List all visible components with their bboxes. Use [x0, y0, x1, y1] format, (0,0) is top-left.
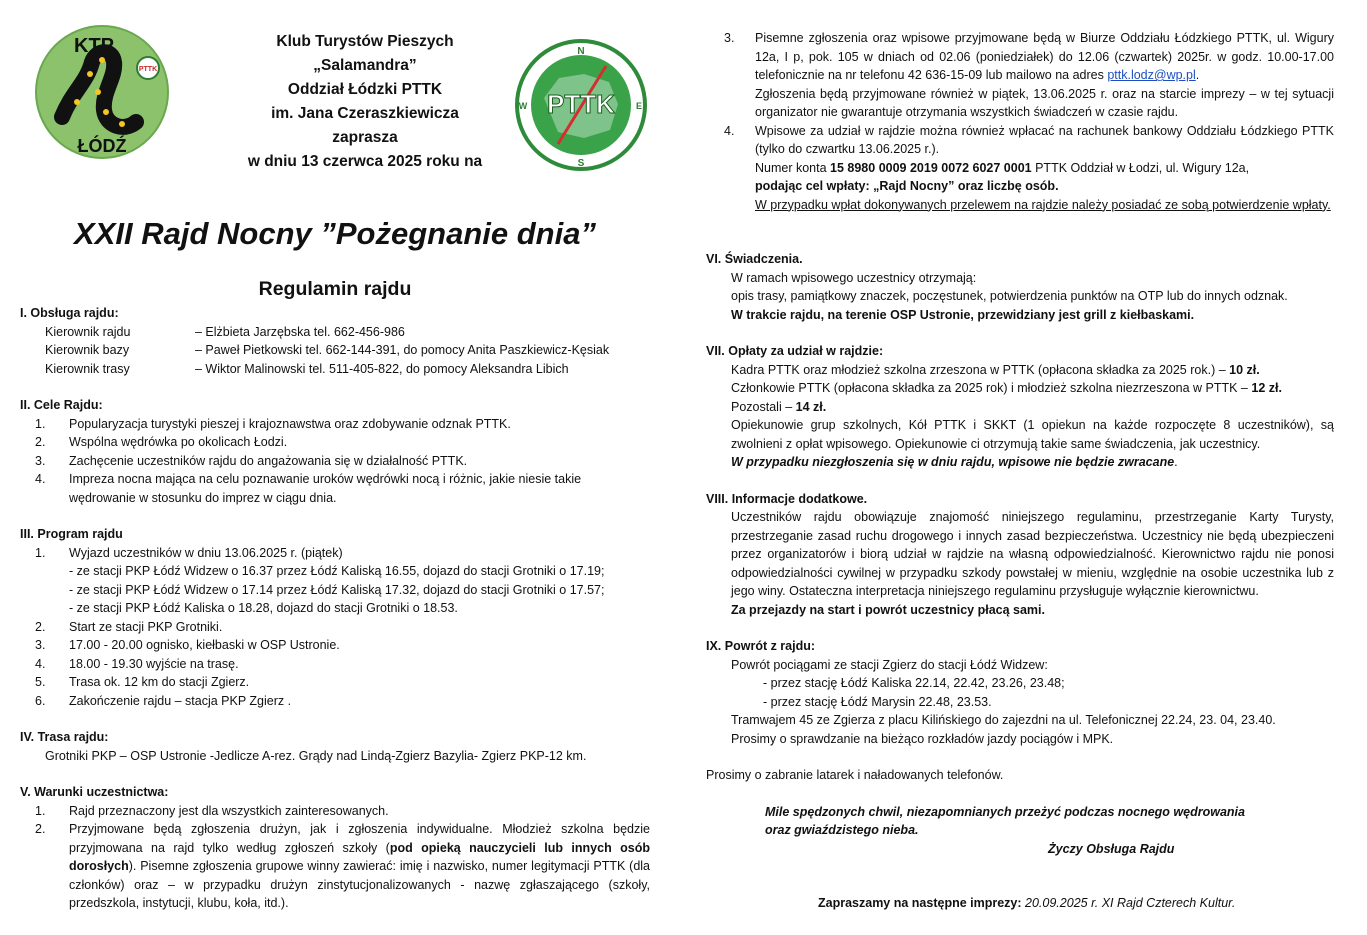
compass-w: W: [518, 101, 528, 111]
list-number: 4.: [35, 656, 46, 671]
list-text: 17.00 - 20.00 ognisko, kiełbaski w OSP Ustronie.: [69, 638, 340, 652]
route-text: Grotniki PKP – OSP Ustronie -Jedlicze A-rez. Grądy nad Lindą-Zgierz Bazylia- Zgierz PKP-12 km.: [45, 748, 587, 763]
list-text: Trasa ok. 12 km do stacji Zgierz.: [69, 675, 250, 689]
list-item: [20, 692, 650, 711]
section-8-heading: VIII. Informacje dodatkowe.: [706, 491, 868, 506]
return-line: Tramwajem 45 ze Zgierza z placu Kilińskiego do zajezdni na ul. Telefonicznej 22.24, 23. 04, 23.40.: [731, 713, 1276, 727]
list-item: [20, 673, 650, 692]
pttk-logo-text: PTTK: [547, 89, 615, 119]
train-option: - ze stacji PKP Łódź Kaliska o 18.28, dojazd do stacji Grotniki o 18.53.: [69, 601, 458, 615]
list-item: [20, 433, 650, 452]
list-text: Start ze stacji PKP Grotniki.: [69, 619, 223, 634]
fee-amount: 12 zł.: [1251, 381, 1282, 395]
fee-line: [706, 361, 1334, 380]
list-item: [20, 802, 650, 821]
list-text: [755, 122, 1334, 215]
list-text: Zachęcenie uczestników rajdu do angażowania się w działalność PTTK.: [69, 453, 468, 468]
return-line: Powrót pociągami ze stacji Zgierz do stacji Łódź Widzew:: [731, 657, 1048, 672]
regulations-title: Regulamin rajdu: [258, 278, 412, 300]
benefits-line: W ramach wpisowego uczestnicy otrzymają:: [731, 270, 977, 285]
list-number: 1.: [35, 803, 46, 818]
staff-row: [20, 341, 650, 360]
text-segment: .: [1174, 455, 1178, 469]
list-text: Rajd przeznaczony jest dla wszystkich zainteresowanych.: [69, 803, 389, 818]
section-2-heading: II. Cele Rajdu:: [20, 398, 103, 412]
return-line: - przez stację Łódź Marysin 22.48, 23.53.: [763, 694, 992, 709]
list-number: 3.: [35, 638, 46, 652]
train-option: - ze stacji PKP Łódź Widzew o 17.14 przez Łódź Kaliską 17.32, dojazd do stacji Grotniki o 17.57;: [69, 582, 605, 597]
list-text: Wspólna wędrówka po okolicach Łodzi.: [69, 435, 288, 449]
list-number: 2.: [35, 619, 46, 634]
organizer-line: „Salamandra”: [313, 57, 417, 74]
wish-line: oraz gwiaździstego nieba.: [765, 823, 919, 837]
right-sections: [706, 29, 1334, 913]
compass-e: E: [635, 101, 643, 111]
fee-amount: 14 zł.: [795, 399, 827, 414]
event-title: XXII Rajd Nocny ”Pożegnanie dnia”: [74, 216, 596, 251]
list-number: 6.: [35, 693, 46, 708]
return-line: - przez stację Łódź Kaliska 22.14, 22.42, 23.26, 23.48;: [763, 676, 1065, 690]
list-number: 3.: [35, 453, 46, 468]
list-item: [20, 655, 650, 674]
section-5-heading: V. Warunki uczestnictwa:: [20, 785, 169, 799]
train-option: - ze stacji PKP Łódź Widzew o 16.37 przez Łódź Kaliską 16.55, dojazd do stacji Grotniki o 17.19;: [69, 564, 605, 578]
list-item: [20, 618, 650, 637]
text-segment: 20.09.2025 r. XI Rajd Czterech Kultur.: [1025, 896, 1236, 910]
list-number: 1.: [35, 545, 46, 560]
wish-line: Mile spędzonych chwil, niezapomnianych przeżyć podczas nocnego wędrowania: [765, 804, 1245, 819]
text-segment: W przypadku wpłat dokonywanych przelewem na rajdzie należy posiadać ze sobą potwierdzenie wpłaty.: [755, 197, 1331, 212]
ktp-salamandra-logo: [32, 22, 172, 162]
list-item: [20, 820, 650, 913]
fee-amount: 10 zł.: [1229, 362, 1260, 377]
section-1-heading: I. Obsługa rajdu:: [20, 306, 119, 320]
list-item: [20, 544, 650, 563]
list-text: [69, 820, 650, 913]
section-7-heading: VII. Opłaty za udział w rajdzie:: [706, 344, 884, 358]
ktp-logo-mini-pttk: PTTK: [138, 66, 158, 73]
text-segment: Zgłoszenia będą przyjmowane również w piątek, 13.06.2025 r. oraz na starcie imprezy – w tej sytuacji organizator nie gwarantuje otrzymania wszystkich świadczeń w czasie rajdu.: [755, 86, 1334, 119]
text-segment: Wpisowe za udział w rajdzie można również wpłacać na rachunek bankowy Oddziału Łódzkiego PTTK (tylko do czwartku 13.06.2025 r.).: [755, 123, 1334, 156]
text-segment: W przypadku niezgłoszenia się w dniu rajdu, wpisowe nie będzie zwracane: [731, 455, 1175, 469]
text-segment: Pisemne zgłoszenia oraz wpisowe przyjmowane będą w Biurze Oddziału Łódzkiego PTTK, ul. Wigury 12a, I p, pok. 105 w dniach od 02.06 (poniedziałek) do 12.06 (czwartek) 2025r. w godz. 10.00-17.00 telefonicznie na nr telefonu 42 636-15-09 lub mailowo na adres: [755, 31, 1334, 82]
list-text: Popularyzacja turystyki pieszej i krajoznawstwa oraz zdobywanie odznak PTTK.: [69, 416, 511, 431]
list-number: 3.: [724, 31, 735, 45]
text-segment: pod opieką nauczycieli lub innych osób dorosłych: [69, 840, 650, 873]
text-segment: .: [1195, 68, 1200, 82]
staff-role: Kierownik bazy: [45, 343, 130, 357]
section-6-heading: VI. Świadczenia.: [706, 252, 803, 266]
list-item: [706, 29, 1334, 122]
staff-row: [20, 360, 650, 379]
bank-account: 15 8980 0009 2019 0072 6027 0001: [830, 160, 1032, 175]
text-segment: Przyjmowane będą zgłoszenia drużyn, jak i zgłoszenia indywidualne. Młodzież szkolna będzie przyjmowana na rajd tylko według zgłoszeń szkoły (: [69, 822, 650, 855]
list-item: [20, 415, 650, 434]
list-text: Zakończenie rajdu – stacja PKP Zgierz .: [69, 693, 292, 708]
list-item: [20, 636, 650, 655]
text-segment: Zapraszamy na następne imprezy:: [818, 896, 1026, 910]
staff-row: [20, 323, 650, 342]
list-text: [755, 29, 1334, 122]
section-4-heading: IV. Trasa rajdu:: [20, 730, 109, 744]
text-segment: Numer konta: [755, 160, 831, 175]
fee-line: [706, 379, 1334, 398]
additional-info: Uczestników rajdu obowiązuje znajomość niniejszego regulaminu, przestrzeganie Karty Turysty, przestrzeganie zasad ruchu drogowego i innych zasad bezpieczeństwa. Uczestnicy nie będą ubezpieczeni przez organizatorów i biorą udział w rajdzie na własną odpowiedzialność. Kierownictwo rajdu nie ponosi odpowiedzialności cywilnej w przypadku szkody powstałej w mieniu, względnie na osobie uczestnika lub z jego winy. Ostateczna interpretacja niniejszego regulaminu przysługuje wyłącznie kierownictwu.: [731, 510, 1334, 598]
section-3-heading: III. Program rajdu: [20, 527, 123, 541]
benefits-line: opis trasy, pamiątkowy znaczek, poczęstunek, potwierdzenia punktów na OTP lub do innych odznak.: [731, 289, 1288, 303]
list-item: [20, 452, 650, 471]
staff-value: – Paweł Pietkowski tel. 662-144-391, do pomocy Anita Paszkiewicz-Kęsiak: [195, 343, 610, 357]
compass-n: N: [577, 46, 585, 57]
return-line: Prosimy o sprawdzanie na bieżąco rozkładów jazdy pociągów i MPK.: [731, 731, 1114, 746]
staff-role: Kierownik trasy: [45, 361, 130, 376]
list-number: 5.: [35, 675, 46, 689]
signature: Życzy Obsługa Rajdu: [1048, 841, 1175, 856]
list-text: Impreza nocna mająca na celu poznawanie uroków wędrówki nocą i różnic, jakie niesie takie wędrowanie w stosunku do imprez w ciągu dnia.: [69, 472, 582, 505]
next-events: [706, 894, 1334, 913]
list-text: 18.00 - 19.30 wyjście na trasę.: [69, 656, 239, 671]
organizer-header: [200, 30, 530, 174]
text-segment: podając cel wpłaty: „Rajd Nocny” oraz liczbę osób.: [755, 179, 1059, 193]
compass-s: S: [577, 158, 585, 169]
organizer-line: im. Jana Czeraszkiewicza: [271, 105, 459, 122]
organizer-line: w dniu 13 czerwca 2025 roku na: [247, 153, 483, 170]
organizer-line: Oddział Łódzki PTTK: [287, 81, 443, 98]
text-segment: Pozostali –: [731, 399, 796, 414]
staff-value: – Wiktor Malinowski tel. 511-405-822, do pomocy Aleksandra Libich: [195, 361, 569, 376]
organizer-line: Klub Turystów Pieszych: [276, 33, 454, 50]
benefits-line: W trakcie rajdu, na terenie OSP Ustronie, przewidziany jest grill z kiełbaskami.: [731, 307, 1195, 322]
staff-value: – Elżbieta Jarzębska tel. 662-456-986: [195, 324, 405, 339]
list-number: 2.: [35, 822, 46, 836]
list-item: [20, 470, 650, 507]
fee-line: Opiekunowie grup szkolnych, Kół PTTK i SKKT (1 opiekun na każde rozpoczęte 8 uczestników), są zwolnieni z opłat wpisowego. Opiekunowie ci otrzymują takie same świadczenia, jak uczestnicy.: [731, 418, 1334, 451]
list-number: 4.: [724, 123, 735, 138]
text-segment: Członkowie PTTK (opłacona składka za 2025 rok) i młodzież szkolna niezrzeszona w PTTK –: [731, 381, 1252, 395]
email-link[interactable]: pttk.lodz@wp.pl: [1107, 68, 1196, 82]
fee-line: [706, 453, 1334, 472]
staff-role: Kierownik rajdu: [45, 324, 131, 339]
text-segment: Kadra PTTK oraz młodzież szkolna zrzeszona w PTTK (opłacona składka za 2025 rok.) –: [731, 362, 1230, 377]
list-item: [706, 122, 1334, 215]
section-9-heading: IX. Powrót z rajdu:: [706, 639, 816, 653]
fee-line: [706, 398, 1334, 417]
left-sections: [20, 304, 650, 913]
request-note: Prosimy o zabranie latarek i naładowanych telefonów.: [706, 768, 1004, 782]
text-segment: ). Pisemne zgłoszenia grupowe winny zawierać: imię i nazwisko, numer legitymacji PTTK (dla członków) oraz – w przypadku drużyn zinstytucjonalizowanych - nazwę zgłaszającego (szkoły, przedszkola, instytucji, klubu, koła, itd.).: [69, 859, 650, 910]
additional-info: Za przejazdy na start i powrót uczestnicy płacą sami.: [731, 602, 1045, 617]
ktp-logo-top-text: KTP: [74, 35, 114, 57]
organizer-line: zaprasza: [332, 129, 398, 146]
pttk-compass-logo: [514, 38, 648, 172]
ktp-logo-bottom-text: ŁÓDŹ: [77, 136, 127, 156]
list-number: 1.: [35, 416, 46, 431]
list-number: 2.: [35, 435, 46, 449]
list-text: Wyjazd uczestników w dniu 13.06.2025 r. (piątek): [69, 545, 343, 560]
list-number: 4.: [35, 472, 46, 486]
text-segment: PTTK Oddział w Łodzi, ul. Wigury 12a,: [1031, 160, 1250, 175]
